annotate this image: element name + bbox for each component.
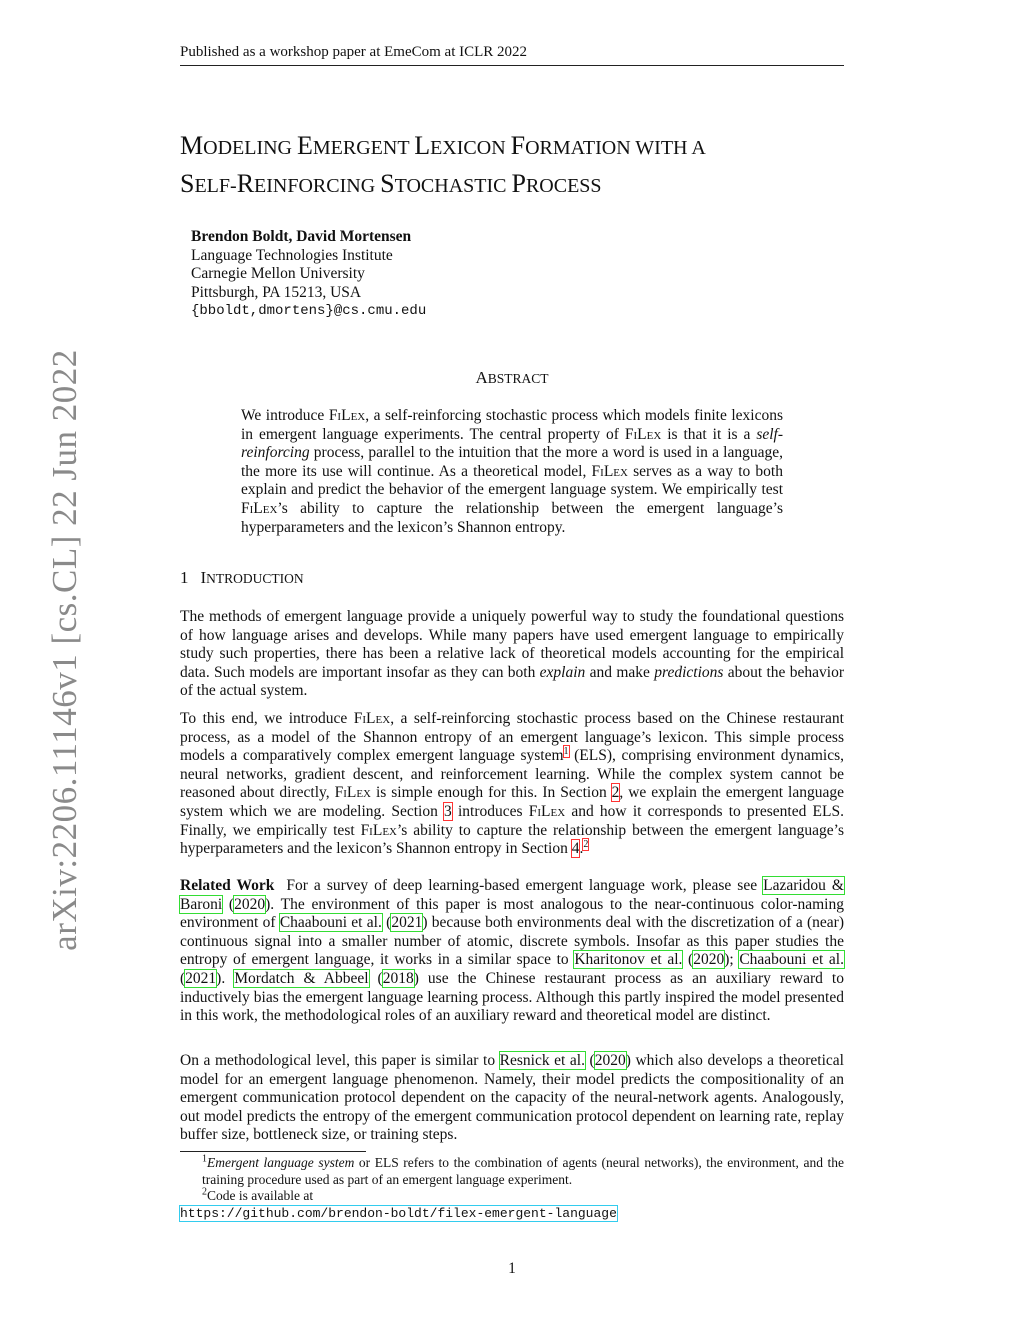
title-cap: S <box>180 169 195 198</box>
author-university: Carnegie Mellon University <box>191 265 365 283</box>
section-link-3[interactable]: 3 <box>444 802 452 820</box>
github-link[interactable]: https://github.com/brendon-boldt/filex-emergent-language <box>180 1205 617 1221</box>
citation-year[interactable]: 2018 <box>382 969 414 987</box>
title-cap: E <box>297 131 313 160</box>
citation-year[interactable]: 2020 <box>594 1052 626 1069</box>
title-small: ODELING <box>203 137 297 159</box>
model-name: FiLex <box>328 407 366 424</box>
abstract-text: serves as a way to both explain and predict the behavior of the emergent language system. We empirically test <box>241 462 783 499</box>
body-text: (ELS), comprising environment dynamics, neural networks, gradient descent, and reinforcement learning. While the complex system cannot be reasoned about directly, <box>180 747 844 802</box>
title-cap: F <box>510 131 526 160</box>
author-block <box>191 228 426 321</box>
model-name: FiLex <box>528 802 566 820</box>
title-cap: S <box>380 169 395 198</box>
body-text: . The environment of this paper is most analogous to the near-continuous color-naming environment of <box>180 895 844 932</box>
footnote-mark: 2 <box>202 1186 207 1198</box>
body-text: use the Chinese restaurant process as an auxiliary reward to inductively bias the emergent language learning process. Although this partly inspired the model presented in this work, the methodological roles of an auxiliary reward and theoretical model are distinct. <box>180 969 844 1025</box>
body-emphasis: predictions <box>654 663 724 681</box>
citation-year[interactable]: 2020 <box>693 951 725 969</box>
page-number: 1 <box>508 1260 516 1277</box>
model-name: FiLex <box>360 821 397 839</box>
arxiv-identifier-stamp: arXiv:2206.11146v1 [cs.CL] 22 Jun 2022 <box>45 349 84 951</box>
paper-title <box>180 128 860 204</box>
body-text: which also develops a theoretical model for an emergent language phenomenon. Namely, their model predicts the compositionality of an emergent communication protocol dependent on the capacity of the neural-network agents. Analogously, out model predicts the entropy of the emergent communication protocol dependent on learning rate, replay buffer size, bottleneck size, or training steps. <box>180 1052 844 1144</box>
model-name: FiLex <box>624 425 662 443</box>
abstract-emphasis: self-reinforcing <box>241 425 783 462</box>
section-link-2[interactable]: 2 <box>611 784 620 802</box>
body-text: and make <box>585 663 655 681</box>
abstract-text: process, parallel to the intuition that the more a word is used in a language, the more its use will continue. As a theoretical model, <box>241 444 783 480</box>
intro-paragraph-1 <box>180 608 844 701</box>
body-text: ’s ability to capture the relationship between the emergent language’s hyperparameters and the lexicon’s Shannon entropy in Section <box>180 821 845 858</box>
body-text: introduces <box>451 802 529 820</box>
abstract-heading-cap: A <box>475 368 488 387</box>
citation-year[interactable]: 2020 <box>234 895 266 913</box>
header-rule <box>180 65 844 66</box>
body-text: , we explain the emergent language system which we are modeling. Section <box>180 784 844 820</box>
footnote-text: or ELS refers to the combination of agents (neural networks), the environment, and the training procedure used as part of an emergent language experiment. <box>202 1155 845 1187</box>
title-line-1 <box>180 128 860 166</box>
abstract-text: is that it is a <box>661 425 757 443</box>
body-text: For a survey of deep learning-based emergent language work, please see <box>286 877 764 894</box>
title-small: TOCHASTIC <box>394 175 512 197</box>
author-address: Pittsburgh, PA 15213, USA <box>191 283 362 301</box>
title-small: ELF- <box>194 175 237 197</box>
model-name: FiLex <box>591 462 628 480</box>
body-text: because both environments deal with the discretization of a (near) continuous signal into a smaller number of atomic, discrete symbols. Insofar as this paper studies the entropy of emergent language, it works in a similar space to <box>180 914 844 969</box>
section-number: 1 <box>180 568 189 587</box>
model-name: FiLex <box>353 710 391 727</box>
citation-year[interactable]: 2021 <box>185 969 217 987</box>
footnote-2 <box>180 1188 844 1205</box>
section-link-4[interactable]: 4 <box>571 840 580 858</box>
section-heading-introduction <box>180 568 304 588</box>
intro-paragraph-2 <box>180 710 844 859</box>
methodology-paragraph: On a methodological level, this paper is similar to Resnick et al. (2020) which also develops a theoretical model for an emergent language phenomenon. Namely, their model predicts the compositionality of an emergent communication protocol dependent on the capacity of the neural-network agents. Analogously, out model predicts the entropy of the emergent communication protocol dependent on learning rate, replay buffer size, bottleneck size, or training steps. <box>180 1052 844 1144</box>
citation-chaabouni[interactable]: Chaabouni et al. <box>739 951 844 969</box>
footnote-text: Code is available at <box>207 1188 314 1203</box>
title-small: EINFORCING <box>254 175 381 197</box>
footnote-emphasis: Emergent language system <box>207 1155 355 1170</box>
title-cap: R <box>236 169 255 198</box>
citation-kharitonov[interactable]: Kharitonov et al. <box>574 951 683 969</box>
body-text: is simple enough for this. In Section <box>371 784 612 802</box>
footnote-1 <box>180 1155 844 1188</box>
related-work-paragraph: Related Work For a survey of deep learning-based emergent language work, please see Lazaridou & Baroni (2020). The environment of this paper is most analogous to the near-continuous color-naming environment of Chaabouni et al. (2021) because both environments deal with the discretization of a (near) continuous signal into a smaller number of atomic, discrete symbols. Insofar as this paper studies the entropy of emergent language, it works in a similar space to Kharitonov et al. (2020); Chaabouni et al. (2021). Mordatch & Abbeel (2018) use the Chinese restaurant process as an auxiliary reward to inductively bias the emergent language learning process. Although this partly inspired the model presented in this work, the methodological roles of an auxiliary reward and theoretical model are distinct. <box>180 877 844 1025</box>
body-text: and how it corresponds to presented ELS. Finally, we empirically test <box>180 802 844 839</box>
title-small: MERGENT <box>312 137 415 159</box>
author-names: Brendon Boldt, David Mortensen <box>191 228 412 245</box>
citation-year[interactable]: 2021 <box>391 914 423 932</box>
author-institute: Language Technologies Institute <box>191 246 393 264</box>
abstract-text: ’s ability to capture the relationship between the emergent language’s hyperparameters and the lexicon’s Shannon entropy. <box>241 499 783 536</box>
abstract-body <box>241 407 783 537</box>
model-name: FiLex <box>334 784 371 802</box>
title-cap: M <box>180 131 204 160</box>
footnote-mark: 1 <box>202 1153 207 1165</box>
section-title-cap: I <box>200 568 207 587</box>
citation-resnick[interactable]: Resnick et al. <box>499 1052 585 1069</box>
body-text: On a methodological level, this paper is similar to <box>180 1052 500 1069</box>
related-work-heading: Related Work <box>180 877 275 894</box>
footnote-rule <box>180 1151 366 1152</box>
citation-lazaridou-baroni[interactable]: Lazaridou & Baroni <box>180 877 844 913</box>
body-text: The methods of emergent language provide a uniquely powerful way to study the foundational questions of how language arises and develops. While many papers have used emergent language to empirically study such properties, there has been a relative lack of theoretical models accounting for the empirical data. Such models are important insofar as they can both <box>180 608 844 681</box>
body-text: . <box>579 840 584 858</box>
footnote-link-2[interactable]: 2 <box>583 839 589 850</box>
footnote-link-1[interactable]: 1 <box>563 746 569 758</box>
footnote-2-url-line <box>180 1205 844 1223</box>
abstract-heading <box>180 368 844 388</box>
citation-mordatch-abbeel[interactable]: Mordatch & Abbeel <box>234 969 369 987</box>
abstract-text: We introduce <box>241 407 329 424</box>
author-email[interactable]: {bboldt,dmortens}@cs.cmu.edu <box>191 303 427 320</box>
citation-chaabouni[interactable]: Chaabouni et al. <box>279 914 382 932</box>
title-small: EXICON <box>430 137 511 159</box>
title-cap: P <box>511 169 526 198</box>
body-text: . <box>221 969 235 987</box>
abstract-text: , a self-reinforcing stochastic process which models finite lexicons in emergent language experiments. The central property of <box>241 407 784 443</box>
body-text: To this end, we introduce <box>180 710 354 727</box>
title-cap: L <box>414 131 431 160</box>
section-title-small: NTRODUCTION <box>206 571 304 586</box>
title-small: ROCESS <box>525 175 602 197</box>
running-head: Published as a workshop paper at EmeCom at ICLR 2022 <box>180 44 528 60</box>
title-small: ORMATION WITH A <box>525 137 706 159</box>
body-text: about the behavior of the actual system. <box>180 663 844 700</box>
body-text: , a self-reinforcing stochastic process based on the Chinese restaurant process, as a model of the Shannon entropy of an emergent language’s lexicon. This simple process models a comparatively complex emergent language system <box>180 710 844 765</box>
title-line-2 <box>180 166 860 204</box>
abstract-heading-small: BSTRACT <box>487 371 549 386</box>
footnotes <box>180 1155 844 1222</box>
body-emphasis: explain <box>539 663 586 681</box>
model-name: FiLex <box>241 499 278 517</box>
body-text: ; <box>729 951 740 969</box>
